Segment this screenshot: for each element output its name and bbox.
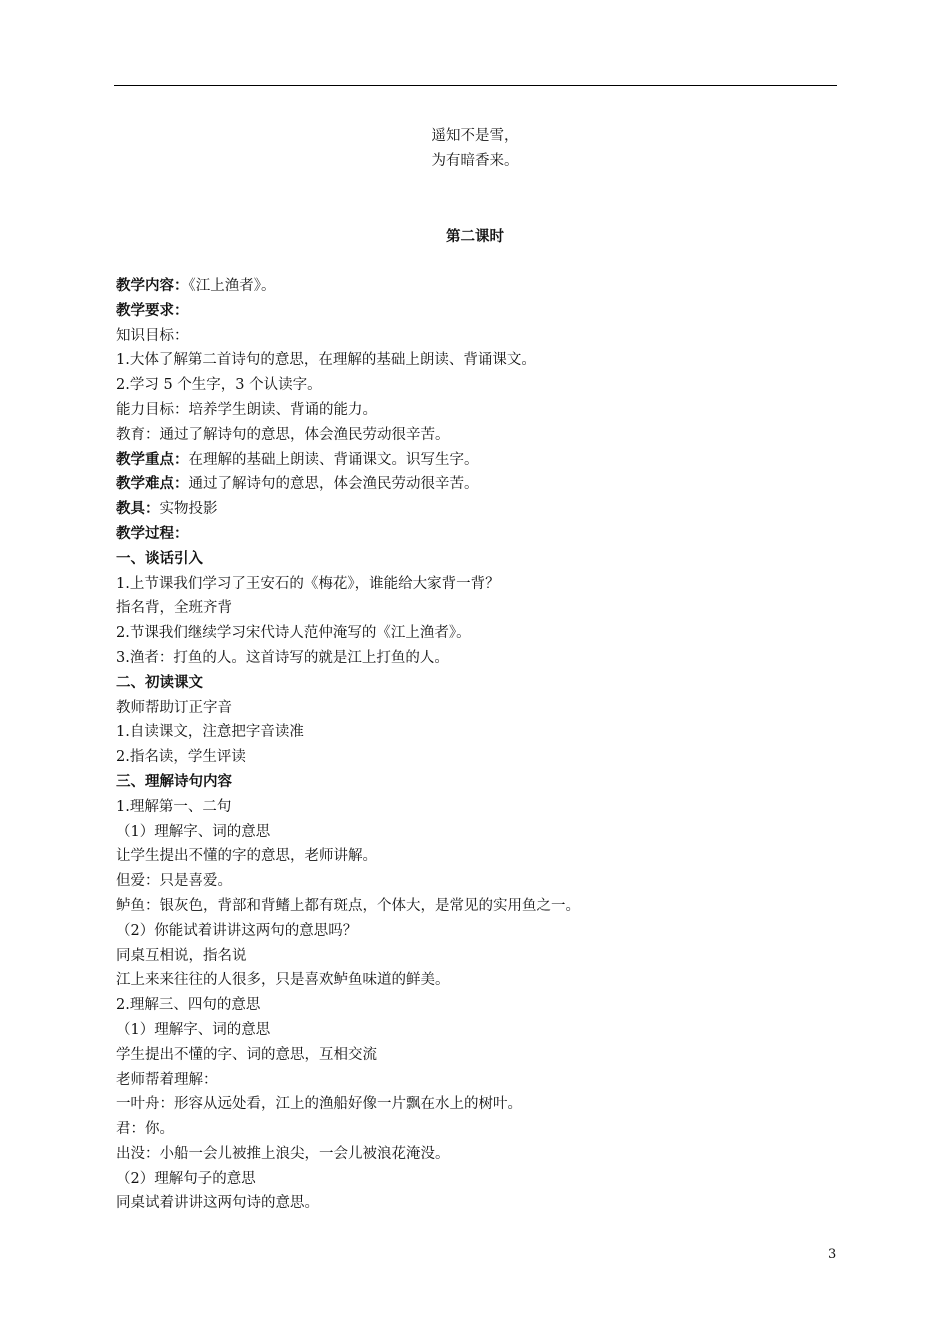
- list-item: 1.理解第一、二句: [116, 798, 232, 815]
- list-item: 鲈鱼：银灰色，背部和背鳍上都有斑点，个体大，是常见的实用鱼之一。: [116, 897, 580, 914]
- section-heading: 三、理解诗句内容: [116, 773, 232, 790]
- section-heading: 一、谈话引入: [116, 550, 203, 567]
- list-item: （1）理解字、词的意思: [116, 1021, 271, 1038]
- list-item: 出没：小船一会儿被推上浪尖，一会儿被浪花淹没。: [116, 1145, 450, 1162]
- list-item: 2.指名读，学生评读: [116, 749, 246, 766]
- list-item: （1）理解字、词的意思: [116, 823, 271, 840]
- list-item: 江上来来往往的人很多，只是喜欢鲈鱼味道的鲜美。: [116, 972, 450, 989]
- page-number: 3: [828, 1247, 837, 1262]
- list-item: 同桌试着讲讲这两句诗的意思。: [116, 1195, 319, 1212]
- knowledge-goal: 知识目标：: [116, 327, 189, 344]
- key-points-label: 教学重点：: [116, 451, 189, 468]
- list-item: 同桌互相说，指名说: [116, 947, 247, 964]
- poem-line: 为有暗香来。: [431, 153, 519, 169]
- requirements-heading: 教学要求：: [116, 302, 189, 319]
- poem-excerpt: [0, 124, 950, 174]
- list-item: 但爱：只是喜爱。: [116, 873, 232, 890]
- list-item: 1.自读课文，注意把字音读准: [116, 724, 304, 741]
- list-item: 2.节课我们继续学习宋代诗人范仲淹写的《江上渔者》。: [116, 625, 471, 642]
- list-item: 君：你。: [116, 1121, 174, 1138]
- teaching-content-label: 教学内容：: [116, 278, 189, 294]
- list-item: 指名背，全班齐背: [116, 600, 232, 617]
- list-item: 教师帮助订正字音: [116, 699, 232, 716]
- list-item: 学生提出不懂的字、词的意思，互相交流: [116, 1046, 377, 1063]
- list-item: 2.理解三、四句的意思: [116, 997, 261, 1014]
- list-item: 3.渔者：打鱼的人。这首诗写的就是江上打鱼的人。: [116, 649, 449, 666]
- ability-goal: 能力目标：培养学生朗读、背诵的能力。: [116, 401, 377, 418]
- list-item: 让学生提出不懂的字的意思，老师讲解。: [116, 848, 377, 865]
- tools-row: [116, 497, 836, 522]
- list-item: 一叶舟：形容从远处看，江上的渔船好像一片飘在水上的树叶。: [116, 1096, 522, 1113]
- lesson-title: 第二课时: [446, 229, 504, 245]
- tools-label: 教具：: [116, 501, 160, 518]
- process-heading: 教学过程：: [116, 525, 189, 542]
- teaching-content-row: [116, 274, 836, 299]
- tools-value: 实物投影: [159, 501, 218, 518]
- poem-line: 遥知不是雪，: [431, 128, 519, 144]
- header-rule: [114, 85, 837, 86]
- list-item: 1.上节课我们学习了王安石的《梅花》，谁能给大家背一背？: [116, 575, 500, 592]
- list-item: （2）你能试着讲讲这两句的意思吗？: [116, 922, 358, 939]
- key-points-row: [116, 448, 836, 473]
- difficulty-row: [116, 472, 836, 497]
- key-points-value: 在理解的基础上朗读、背诵课文。识写生字。: [188, 451, 479, 468]
- section-heading: 二、初读课文: [116, 674, 203, 691]
- lesson-plan-body: [116, 274, 836, 1216]
- list-item: 1.大体了解第二首诗句的意思，在理解的基础上朗读、背诵课文。: [116, 352, 536, 369]
- list-item: 老师帮着理解：: [116, 1071, 218, 1088]
- difficulty-value: 通过了解诗句的意思，体会渔民劳动很辛苦。: [188, 476, 479, 493]
- teaching-content-value: 《江上渔者》。: [188, 278, 276, 294]
- difficulty-label: 教学难点：: [116, 476, 189, 493]
- list-item: 2.学习 5 个生字，3 个认读字。: [116, 377, 322, 394]
- list-item: （2）理解句子的意思: [116, 1170, 256, 1187]
- education-goal: 教育：通过了解诗句的意思，体会渔民劳动很辛苦。: [116, 426, 450, 443]
